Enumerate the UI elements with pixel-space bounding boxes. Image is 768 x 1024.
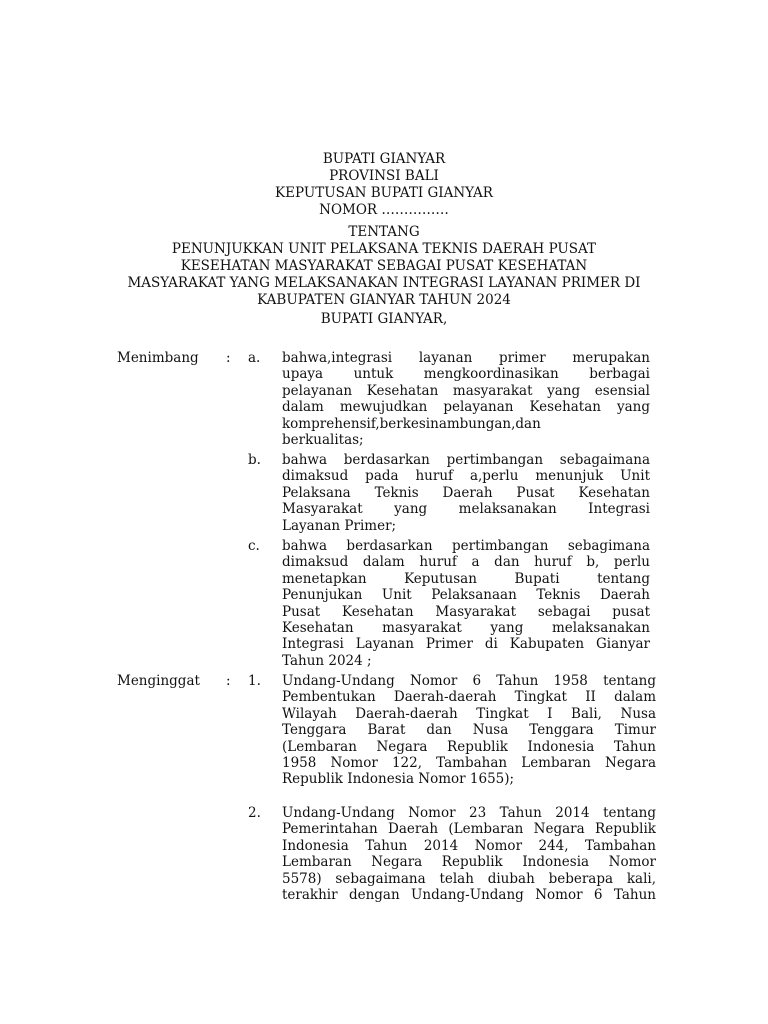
text-line: Undang-Undang Nomor 23 Tahun 2014 tentang — [282, 805, 656, 821]
authority-line: BUPATI GIANYAR, — [320, 311, 448, 327]
title-line: PROVINSI BALI — [329, 168, 439, 184]
text-line: 1958 Nomor 122, Tambahan Lembaran Negara — [282, 755, 656, 772]
text-line: Layanan Primer; — [282, 517, 397, 534]
subject-line: KABUPATEN GIANYAR TAHUN 2024 — [257, 292, 511, 308]
text-line: upaya untuk mengkoordinasikan berbagai — [282, 366, 650, 383]
text-line: Integrasi Layanan Primer di Kabupaten Gianyar — [282, 636, 650, 653]
title-line: KEPUTUSAN BUPATI GIANYAR — [275, 185, 493, 201]
text-line: Tenggara Barat dan Nusa Tenggara Timur — [282, 722, 656, 739]
mengingat-item-1-marker: 1. — [248, 673, 261, 689]
text-line: Kesehatan masyarakat yang melaksanakan — [282, 620, 650, 637]
text-line: Pemerintahan Daerah (Lembaran Negara Republik — [282, 821, 656, 838]
subject-line: PENUNJUKKAN UNIT PELAKSANA TEKNIS DAERAH PUSAT — [171, 241, 597, 257]
mengingat-colon: : — [226, 673, 231, 689]
menimbang-item-a — [282, 350, 650, 448]
text-line: pelayanan Kesehatan masyarakat yang esensial — [282, 382, 650, 399]
mengingat-item-1 — [282, 673, 656, 788]
subject-line: MASYARAKAT YANG MELAKSANAKAN INTEGRASI LAYANAN PRIMER DI — [127, 275, 641, 291]
document-subject-block — [0, 224, 768, 309]
menimbang-colon: : — [226, 350, 231, 366]
text-line: dalam mewujudkan pelayanan Kesehatan yang — [282, 399, 650, 416]
menimbang-item-b — [282, 452, 650, 534]
mengingat-label: Menginggat — [117, 673, 200, 689]
text-line: Lembaran Negara Republik Indonesia Nomor — [282, 854, 656, 871]
text-line: Pelaksana Teknis Daerah Pusat Kesehatan — [282, 484, 650, 501]
text-line: terakhir dengan Undang-Undang Nomor 6 Tahun — [282, 887, 656, 904]
text-line: Pusat Kesehatan Masyarakat sebagai pusat — [282, 603, 650, 620]
mengingat-item-2-marker: 2. — [248, 805, 261, 821]
text-line: (Lembaran Negara Republik Indonesia Tahun — [282, 738, 656, 755]
text-line: bahwa,integrasi layanan primer merupakan — [282, 350, 650, 366]
text-line: Masyarakat yang melaksanakan Integrasi — [282, 501, 650, 518]
text-line: Undang-Undang Nomor 6 Tahun 1958 tentang — [282, 673, 656, 689]
text-line: 5578) sebagaimana telah diubah beberapa kali, — [282, 870, 656, 887]
text-line: Indonesia Tahun 2014 Nomor 244, Tambahan — [282, 837, 656, 854]
mengingat-item-2 — [282, 805, 656, 903]
menimbang-item-c — [282, 538, 650, 669]
menimbang-label: Menimbang — [117, 350, 199, 366]
text-line: Wilayah Daerah-daerah Tingkat I Bali, Nusa — [282, 705, 656, 722]
text-line: dimaksud pada huruf a,perlu menunjuk Unit — [282, 468, 650, 485]
text-line: komprehensif,berkesinambungan,dan — [282, 415, 541, 432]
text-line: Penunjukan Unit Pelaksanaan Teknis Daerah — [282, 587, 650, 604]
text-line: menetapkan Keputusan Bupati tentang — [282, 570, 650, 587]
text-line: berkualitas; — [282, 432, 364, 449]
title-line: NOMOR …………… — [319, 202, 449, 218]
text-line: Tahun 2024 ; — [282, 652, 372, 669]
subject-line: KESEHATAN MASYARAKAT SEBAGAI PUSAT KESEHATAN — [180, 258, 588, 274]
menimbang-item-a-marker: a. — [248, 350, 261, 366]
menimbang-item-b-marker: b. — [248, 452, 261, 468]
text-line: bahwa berdasarkan pertimbangan sebagimana — [282, 538, 650, 554]
text-line: Pembentukan Daerah-daerah Tingkat II dalam — [282, 689, 656, 706]
title-line: BUPATI GIANYAR — [322, 151, 446, 167]
document-title-block — [0, 151, 768, 219]
document-authority — [0, 311, 768, 328]
text-line: Republik Indonesia Nomor 1655); — [282, 771, 515, 788]
text-line: bahwa berdasarkan pertimbangan sebagaimana — [282, 452, 650, 468]
text-line: dimaksud dalam huruf a dan huruf b, perlu — [282, 554, 650, 571]
menimbang-item-c-marker: c. — [248, 538, 260, 554]
subject-line: TENTANG — [348, 224, 420, 240]
